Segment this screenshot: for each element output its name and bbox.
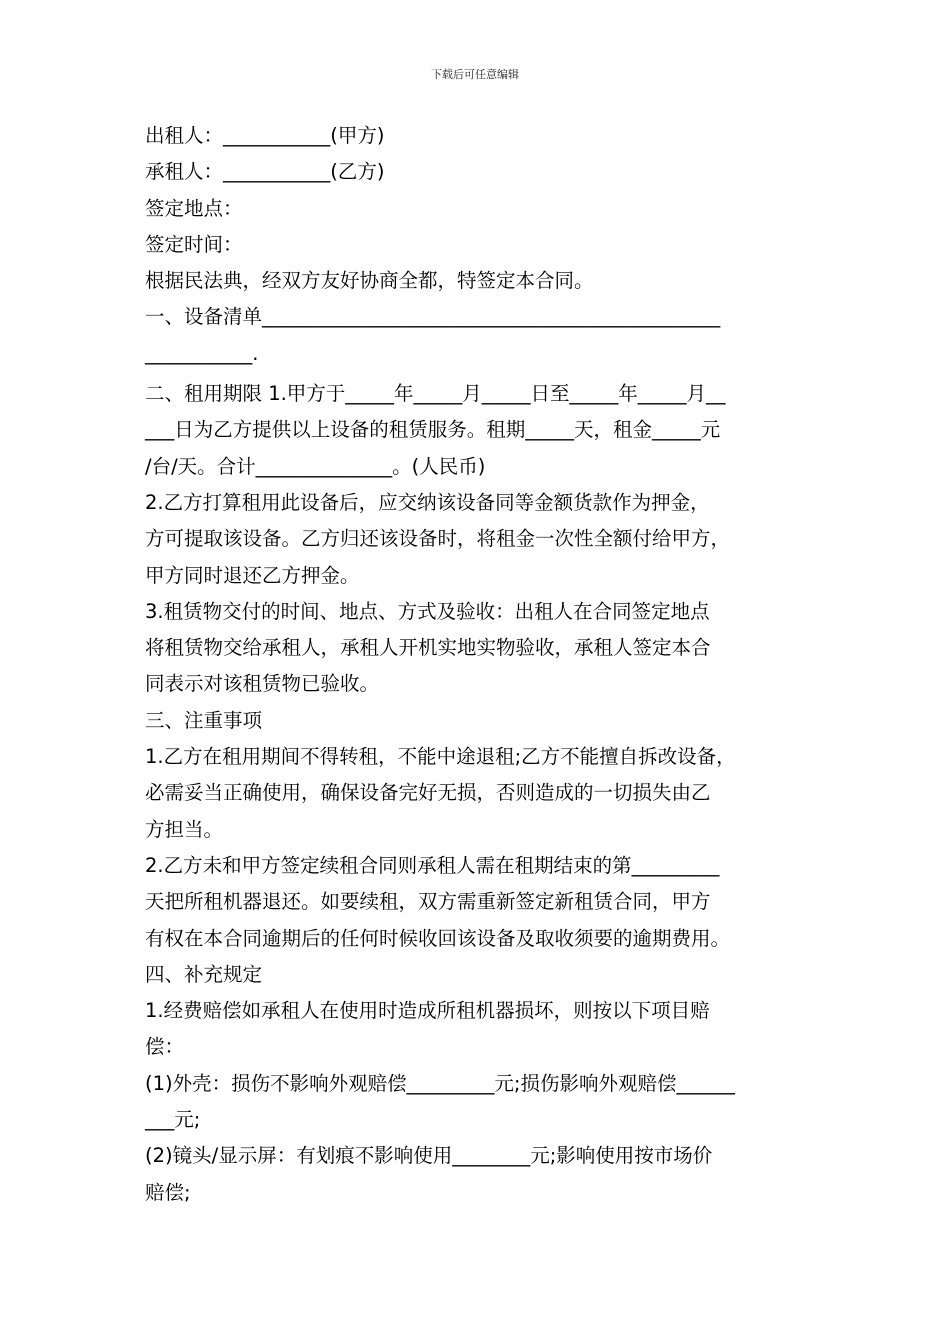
clause-4-1-line-1: 1.经费赔偿如承租人在使用时造成所租机器损坏，则按以下项目赔 <box>145 999 710 1023</box>
clause-3-2-line-1: 2.乙方未和甲方签定续租合同则承租人需在租期结束的第_________ <box>145 853 720 877</box>
clause-2-3-line-1: 3.租赁物交付的时间、地点、方式及验收：出租人在合同签定地点 <box>145 599 710 623</box>
section-2-term-line-2: ___日为乙方提供以上设备的租赁服务。租期_____天，租金_____元 <box>145 418 721 442</box>
item-2-lens-line-2: 赔偿; <box>145 1180 191 1204</box>
clause-2-3-line-3: 同表示对该租赁物已验收。 <box>145 672 380 696</box>
signing-time-line: 签定时间： <box>145 232 243 256</box>
clause-3-2-line-3: 有权在本合同逾期后的任何时候收回该设备及取收须要的逾期费用。 <box>145 926 731 950</box>
clause-3-2-line-2: 天把所租机器退还。如要续租，双方需重新签定新租赁合同，甲方 <box>145 890 711 914</box>
section-4-heading: 四、补充规定 <box>145 962 263 986</box>
clause-2-2-line-3: 甲方同时退还乙方押金。 <box>145 563 360 587</box>
clause-3-1-line-2: 必需妥当正确使用，确保设备完好无损，否则造成的一切损失由乙 <box>145 781 711 805</box>
section-2-term-line-1: 二、租用期限 1.甲方于_____年_____月_____日至_____年_____月__ <box>145 382 726 406</box>
clause-2-3-line-2: 将租赁物交给承租人，承租人开机实地实物验收，承租人签定本合 <box>145 636 711 660</box>
clause-3-1-line-1: 1.乙方在租用期间不得转租，不能中途退租;乙方不能擅自拆改设备， <box>145 745 736 769</box>
preamble-line: 根据民法典，经双方友好协商全都，特签定本合同。 <box>145 269 594 293</box>
section-1-equipment-list-cont: ___________. <box>145 341 259 365</box>
page-header-note: 下载后可任意编辑 <box>431 68 519 81</box>
clause-2-2-line-1: 2.乙方打算租用此设备后，应交纳该设备同等金额货款作为押金， <box>145 490 710 514</box>
section-1-equipment-list: 一、设备清单_______________________________________________ <box>145 305 721 329</box>
section-3-heading: 三、注重事项 <box>145 708 263 732</box>
lessee-line: 承租人：___________(乙方) <box>145 160 385 184</box>
section-2-term-line-3: /台/天。合计______________。(人民币) <box>145 454 486 478</box>
item-1-shell-line-1: (1)外壳：损伤不影响外观赔偿_________元;损伤影响外观赔偿______ <box>145 1071 735 1095</box>
clause-3-1-line-3: 方担当。 <box>145 817 224 841</box>
clause-2-2-line-2: 方可提取该设备。乙方归还该设备时，将租金一次性全额付给甲方， <box>145 527 731 551</box>
item-1-shell-line-2: ___元; <box>145 1108 201 1132</box>
item-2-lens-line-1: (2)镜头/显示屏：有划痕不影响使用________元;影响使用按市场价 <box>145 1144 713 1168</box>
contract-body <box>145 118 813 1211</box>
signing-place-line: 签定地点： <box>145 196 243 220</box>
lessor-line: 出租人：___________(甲方) <box>145 124 385 147</box>
clause-4-1-line-2: 偿： <box>145 1035 185 1059</box>
